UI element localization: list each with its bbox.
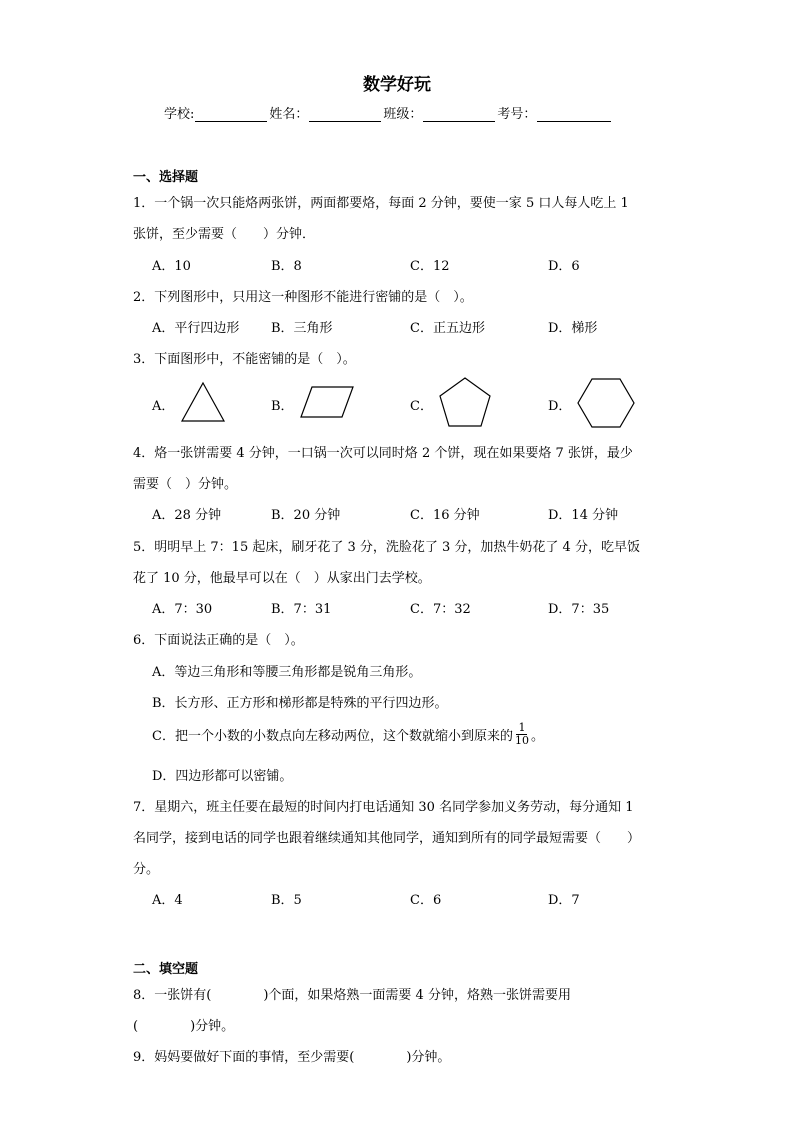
name-label: 姓名： bbox=[269, 107, 309, 122]
q6-option-c-text: C．把一个小数的小数点向左移动两位，这个数就缩小到原来的 bbox=[152, 729, 513, 744]
q6-option-d[interactable]: D．四边形都可以密铺。 bbox=[152, 769, 293, 784]
question-3-line-1: 3．下面图形中，不能密铺的是（ ）。 bbox=[133, 352, 356, 367]
fraction-denominator: 10 bbox=[514, 734, 529, 747]
q4-option-c[interactable]: C．16 分钟 bbox=[410, 508, 480, 523]
q3-option-d[interactable]: D． bbox=[548, 399, 572, 414]
question-2-line-1: 2．下列图形中，只用这一种图形不能进行密铺的是（ ）。 bbox=[133, 290, 473, 305]
number-label: 考号： bbox=[497, 107, 537, 122]
name-blank[interactable] bbox=[309, 107, 381, 122]
pentagon-icon bbox=[437, 375, 493, 429]
page-title: 数学好玩 bbox=[363, 75, 431, 95]
question-8-line-1: 8．一张饼有( )个面，如果烙熟一面需要 4 分钟，烙熟一张饼需要用 bbox=[133, 988, 571, 1003]
q3-option-b[interactable]: B． bbox=[271, 399, 294, 414]
question-8-line-2: ( )分钟。 bbox=[133, 1019, 235, 1034]
question-7-line-3: 分。 bbox=[133, 862, 160, 877]
question-5-line-2: 花了 10 分，他最早可以在（ ）从家出门去学校。 bbox=[133, 571, 431, 586]
q7-option-c[interactable]: C．6 bbox=[410, 893, 442, 908]
section-heading-fill: 二、填空题 bbox=[133, 962, 199, 977]
q5-option-a[interactable]: A．7：30 bbox=[152, 602, 213, 617]
question-9-line-1: 9．妈妈要做好下面的事情，至少需要( )分钟。 bbox=[133, 1050, 451, 1065]
class-label: 班级： bbox=[383, 107, 423, 122]
q2-option-b[interactable]: B．三角形 bbox=[271, 321, 333, 336]
question-7-line-2: 名同学，接到电话的同学也跟着继续通知其他同学，通知到所有的同学最短需要（ ） bbox=[133, 831, 641, 846]
fraction-numerator: 1 bbox=[518, 721, 526, 734]
q2-option-c[interactable]: C．正五边形 bbox=[410, 321, 485, 336]
school-blank[interactable] bbox=[195, 107, 267, 122]
q4-option-a[interactable]: A．28 分钟 bbox=[152, 508, 222, 523]
student-info-line bbox=[164, 103, 613, 122]
q2-option-a[interactable]: A．平行四边形 bbox=[152, 321, 240, 336]
question-1-line-2: 张饼，至少需要（ ）分钟． bbox=[133, 227, 316, 242]
question-7-line-1: 7．星期六，班主任要在最短的时间内打电话通知 30 名同学参加义务劳动，每分通知 1 bbox=[133, 800, 634, 815]
q2-option-d[interactable]: D．梯形 bbox=[548, 321, 598, 336]
q3-option-a[interactable]: A． bbox=[152, 399, 175, 414]
q6-option-a[interactable]: A．等边三角形和等腰三角形都是锐角三角形。 bbox=[152, 665, 422, 680]
class-blank[interactable] bbox=[423, 107, 495, 122]
question-6-line-1: 6．下面说法正确的是（ ）。 bbox=[133, 633, 304, 648]
section-heading-choice: 一、选择题 bbox=[133, 170, 199, 185]
q5-option-b[interactable]: B．7：31 bbox=[271, 602, 332, 617]
number-blank[interactable] bbox=[537, 107, 611, 122]
q5-option-d[interactable]: D．7：35 bbox=[548, 602, 610, 617]
q7-option-d[interactable]: D．7 bbox=[548, 893, 580, 908]
question-1-line-1: 1．一个锅一次只能烙两张饼，两面都要烙，每面 2 分钟，要使一家 5 口人每人吃上 1 bbox=[133, 196, 629, 211]
q1-option-b[interactable]: B．8 bbox=[271, 259, 302, 274]
question-4-line-1: 4．烙一张饼需要 4 分钟，一口锅一次可以同时烙 2 个饼，现在如果要烙 7 张饼，最少 bbox=[133, 446, 633, 461]
q6-option-c-end: 。 bbox=[530, 729, 544, 744]
q1-option-a[interactable]: A．10 bbox=[152, 259, 191, 274]
q3-option-c[interactable]: C． bbox=[410, 399, 433, 414]
q1-option-c[interactable]: C．12 bbox=[410, 259, 450, 274]
question-4-line-2: 需要（ ）分钟。 bbox=[133, 477, 238, 492]
question-5-line-1: 5．明明早上 7：15 起床，刷牙花了 3 分，洗脸花了 3 分，加热牛奶花了 4 分，吃早饭 bbox=[133, 540, 640, 555]
q6-option-c[interactable] bbox=[152, 722, 544, 747]
q7-option-b[interactable]: B．5 bbox=[271, 893, 302, 908]
q6-option-b[interactable]: B．长方形、正方形和梯形都是特殊的平行四边形。 bbox=[152, 696, 448, 711]
q4-option-d[interactable]: D．14 分钟 bbox=[548, 508, 619, 523]
q5-option-c[interactable]: C．7：32 bbox=[410, 602, 471, 617]
q1-option-d[interactable]: D．6 bbox=[548, 259, 580, 274]
school-label: 学校: bbox=[164, 107, 195, 122]
q4-option-b[interactable]: B．20 分钟 bbox=[271, 508, 341, 523]
hexagon-icon bbox=[576, 376, 636, 430]
parallelogram-icon bbox=[298, 384, 356, 420]
fraction-one-tenth bbox=[515, 722, 529, 747]
q7-option-a[interactable]: A．4 bbox=[152, 893, 183, 908]
triangle-icon bbox=[179, 380, 227, 424]
